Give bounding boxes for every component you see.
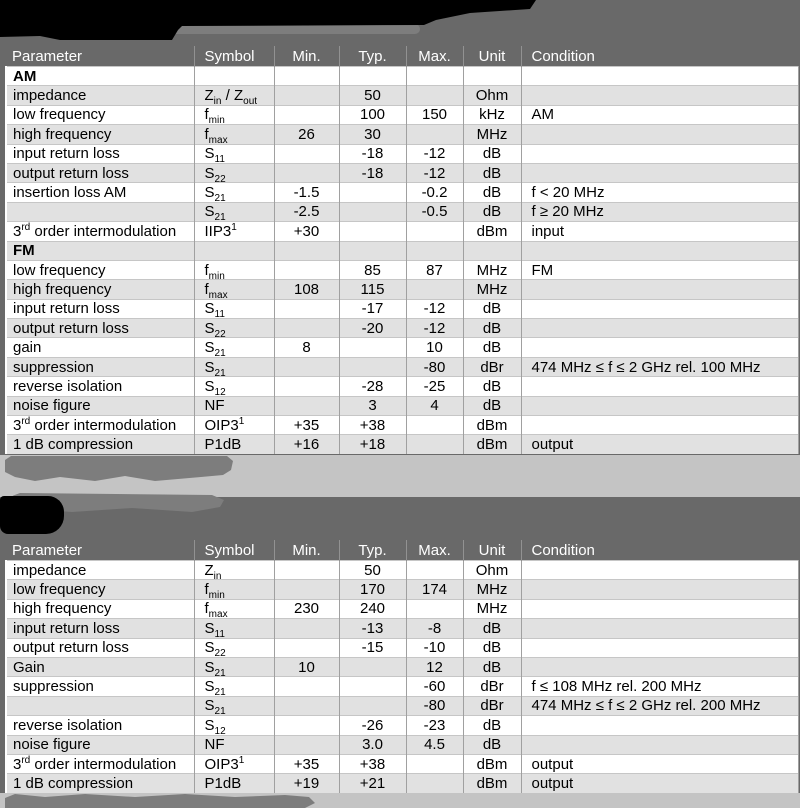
cell-parameter: insertion loss AM — [6, 183, 194, 202]
cell-symbol: $f_{min}$ — [194, 580, 274, 599]
column-header-condition: Condition — [521, 540, 798, 561]
column-header-max: Max. — [406, 46, 463, 67]
cell-unit: dBr — [463, 357, 521, 376]
table-row — [6, 599, 798, 618]
cell-symbol: $S_{12}$ — [194, 716, 274, 735]
cell-typ: -13 — [339, 619, 406, 638]
cell-min — [274, 105, 339, 124]
cell-parameter: low frequency — [6, 260, 194, 279]
cell-symbol: $f_{max}$ — [194, 280, 274, 299]
table-row — [6, 299, 798, 318]
cell-unit — [463, 67, 521, 86]
cell-unit: dB — [463, 638, 521, 657]
cell-parameter: high frequency — [6, 125, 194, 144]
cell-max: -12 — [406, 144, 463, 163]
cell-unit: dB — [463, 377, 521, 396]
cell-condition: 474 MHz ≤ f ≤ 2 GHz rel. 100 MHz — [521, 357, 798, 376]
cell-symbol: $S_{22}$ — [194, 163, 274, 182]
table-row — [6, 396, 798, 415]
cell-max — [406, 561, 463, 580]
cell-max: 10 — [406, 338, 463, 357]
cell-typ: -26 — [339, 716, 406, 735]
cell-min: 8 — [274, 338, 339, 357]
cell-symbol: $Z_{in}$ — [194, 561, 274, 580]
cell-min — [274, 163, 339, 182]
cell-min — [274, 561, 339, 580]
cell-unit: MHz — [463, 599, 521, 618]
cell-min: +35 — [274, 754, 339, 773]
cell-parameter: low frequency — [6, 105, 194, 124]
cell-parameter: impedance — [6, 561, 194, 580]
table-row — [6, 241, 798, 260]
cell-parameter: AM — [6, 67, 194, 86]
cell-parameter: 1 dB compression — [6, 774, 194, 793]
cell-unit: dBm — [463, 774, 521, 793]
cell-unit: dB — [463, 657, 521, 676]
cell-typ — [339, 696, 406, 715]
cell-unit: dB — [463, 396, 521, 415]
table-header-row — [6, 46, 798, 67]
cell-condition: output — [521, 774, 798, 793]
table-row — [6, 677, 798, 696]
cell-max — [406, 222, 463, 241]
table-row — [6, 105, 798, 124]
cell-symbol: P1dB — [194, 774, 274, 793]
cell-symbol: NF — [194, 735, 274, 754]
cell-min — [274, 241, 339, 260]
cell-max — [406, 774, 463, 793]
cell-symbol: $S_{21}$ — [194, 677, 274, 696]
cell-unit — [463, 241, 521, 260]
cell-condition — [521, 86, 798, 105]
table-row — [6, 435, 798, 454]
cell-parameter: 3rd order intermodulation — [6, 754, 194, 773]
cell-typ: +38 — [339, 754, 406, 773]
cell-symbol: $S_{12}$ — [194, 377, 274, 396]
column-header-unit: Unit — [463, 46, 521, 67]
cell-typ — [339, 67, 406, 86]
cell-max: -25 — [406, 377, 463, 396]
table-row — [6, 202, 798, 221]
cell-symbol: $S_{11}$ — [194, 299, 274, 318]
cell-typ: 50 — [339, 561, 406, 580]
cell-min — [274, 396, 339, 415]
cell-min — [274, 299, 339, 318]
column-header-min: Min. — [274, 46, 339, 67]
cell-symbol — [194, 67, 274, 86]
cell-parameter — [6, 202, 194, 221]
cell-condition — [521, 67, 798, 86]
cell-min — [274, 319, 339, 338]
cell-typ: -28 — [339, 377, 406, 396]
spec-table-band2 — [5, 540, 799, 793]
cell-symbol: $S_{22}$ — [194, 319, 274, 338]
cell-typ: 240 — [339, 599, 406, 618]
cell-condition — [521, 299, 798, 318]
table-row — [6, 222, 798, 241]
cell-max: -0.5 — [406, 202, 463, 221]
cell-unit: dBr — [463, 677, 521, 696]
cell-symbol: $S_{21}$ — [194, 657, 274, 676]
cell-parameter: gain — [6, 338, 194, 357]
cell-unit: dBr — [463, 696, 521, 715]
cell-symbol: $OIP3^1$ — [194, 416, 274, 435]
cell-parameter: impedance — [6, 86, 194, 105]
cell-symbol: $S_{21}$ — [194, 357, 274, 376]
cell-condition: output — [521, 435, 798, 454]
cell-max — [406, 241, 463, 260]
cell-max — [406, 435, 463, 454]
table-row — [6, 125, 798, 144]
column-header-parameter: Parameter — [12, 47, 83, 65]
cell-unit: dBm — [463, 416, 521, 435]
cell-condition — [521, 580, 798, 599]
cell-parameter: 3rd order intermodulation — [6, 416, 194, 435]
cell-parameter: reverse isolation — [6, 716, 194, 735]
cell-min — [274, 677, 339, 696]
cell-symbol: P1dB — [194, 435, 274, 454]
cell-symbol: $S_{21}$ — [194, 183, 274, 202]
cell-unit: dB — [463, 163, 521, 182]
cell-unit: MHz — [463, 260, 521, 279]
cell-min — [274, 619, 339, 638]
cell-max — [406, 86, 463, 105]
cell-condition — [521, 125, 798, 144]
cell-symbol: $S_{11}$ — [194, 619, 274, 638]
cell-parameter: output return loss — [6, 638, 194, 657]
cell-max: 87 — [406, 260, 463, 279]
cell-typ: -18 — [339, 163, 406, 182]
cell-max: -80 — [406, 696, 463, 715]
cell-condition — [521, 241, 798, 260]
cell-min: -2.5 — [274, 202, 339, 221]
table-row — [6, 716, 798, 735]
cell-min: +35 — [274, 416, 339, 435]
cell-condition: f ≥ 20 MHz — [521, 202, 798, 221]
cell-typ: 3 — [339, 396, 406, 415]
cell-unit: dBm — [463, 754, 521, 773]
cell-unit: dB — [463, 183, 521, 202]
table-row — [6, 638, 798, 657]
cell-symbol: $S_{21}$ — [194, 696, 274, 715]
cell-parameter: reverse isolation — [6, 377, 194, 396]
column-header-symbol: Symbol — [194, 540, 274, 561]
cell-typ: +21 — [339, 774, 406, 793]
cell-parameter: noise figure — [6, 735, 194, 754]
cell-parameter: high frequency — [6, 280, 194, 299]
cell-unit: dB — [463, 299, 521, 318]
cell-min — [274, 377, 339, 396]
cell-parameter: output return loss — [6, 163, 194, 182]
cell-symbol: $S_{21}$ — [194, 338, 274, 357]
cell-min: -1.5 — [274, 183, 339, 202]
cell-typ: -18 — [339, 144, 406, 163]
cell-min: +16 — [274, 435, 339, 454]
cell-condition — [521, 638, 798, 657]
cell-condition — [521, 599, 798, 618]
cell-symbol — [194, 241, 274, 260]
table-row — [6, 377, 798, 396]
redacted-section-number-block — [0, 496, 64, 534]
cell-condition — [521, 657, 798, 676]
redacted-title-block — [0, 0, 536, 40]
cell-typ — [339, 357, 406, 376]
cell-condition: output — [521, 754, 798, 773]
table-row — [6, 580, 798, 599]
spec-table-am-fm — [5, 46, 799, 454]
cell-max: -12 — [406, 163, 463, 182]
cell-max — [406, 754, 463, 773]
cell-unit: Ohm — [463, 86, 521, 105]
table-row — [6, 280, 798, 299]
cell-min — [274, 86, 339, 105]
table-row — [6, 735, 798, 754]
column-header-min: Min. — [274, 540, 339, 561]
cell-parameter: low frequency — [6, 580, 194, 599]
cell-parameter: suppression — [6, 677, 194, 696]
cell-max — [406, 67, 463, 86]
table-row — [6, 774, 798, 793]
cell-condition — [521, 280, 798, 299]
cell-min — [274, 716, 339, 735]
cell-condition: f ≤ 108 MHz rel. 200 MHz — [521, 677, 798, 696]
column-header-typ: Typ. — [339, 46, 406, 67]
cell-typ: +18 — [339, 435, 406, 454]
column-header-parameter: Parameter — [12, 541, 83, 559]
cell-min — [274, 357, 339, 376]
cell-typ — [339, 241, 406, 260]
cell-min — [274, 735, 339, 754]
cell-symbol: $S_{11}$ — [194, 144, 274, 163]
cell-max: -0.2 — [406, 183, 463, 202]
cell-unit: Ohm — [463, 561, 521, 580]
cell-max: -23 — [406, 716, 463, 735]
cell-condition — [521, 396, 798, 415]
cell-max: -10 — [406, 638, 463, 657]
cell-parameter: input return loss — [6, 299, 194, 318]
cell-min — [274, 144, 339, 163]
cell-condition — [521, 377, 798, 396]
cell-typ: 100 — [339, 105, 406, 124]
cell-min — [274, 580, 339, 599]
cell-condition — [521, 716, 798, 735]
cell-condition — [521, 144, 798, 163]
cell-symbol: $f_{min}$ — [194, 260, 274, 279]
cell-max: 4.5 — [406, 735, 463, 754]
cell-condition — [521, 619, 798, 638]
cell-unit: kHz — [463, 105, 521, 124]
cell-parameter: 3rd order intermodulation — [6, 222, 194, 241]
cell-max: 4 — [406, 396, 463, 415]
cell-max: -12 — [406, 299, 463, 318]
table-row — [6, 86, 798, 105]
table-row — [6, 319, 798, 338]
table-row — [6, 183, 798, 202]
cell-max: -12 — [406, 319, 463, 338]
table-row — [6, 416, 798, 435]
cell-unit: dB — [463, 619, 521, 638]
cell-min — [274, 696, 339, 715]
cell-symbol: $Z_{in} / Z_{out}$ — [194, 86, 274, 105]
cell-condition — [521, 319, 798, 338]
cell-typ: 170 — [339, 580, 406, 599]
cell-symbol: $S_{21}$ — [194, 202, 274, 221]
cell-parameter: suppression — [6, 357, 194, 376]
cell-parameter: output return loss — [6, 319, 194, 338]
cell-parameter: high frequency — [6, 599, 194, 618]
cell-parameter: input return loss — [6, 619, 194, 638]
cell-parameter — [6, 696, 194, 715]
column-header-unit: Unit — [463, 540, 521, 561]
column-header-condition: Condition — [521, 46, 798, 67]
cell-min: 230 — [274, 599, 339, 618]
cell-symbol: $f_{max}$ — [194, 125, 274, 144]
table-row — [6, 619, 798, 638]
cell-typ: +38 — [339, 416, 406, 435]
cell-typ — [339, 222, 406, 241]
table-row — [6, 144, 798, 163]
cell-unit: dB — [463, 735, 521, 754]
cell-unit: dB — [463, 202, 521, 221]
cell-unit: MHz — [463, 125, 521, 144]
cell-condition: 474 MHz ≤ f ≤ 2 GHz rel. 200 MHz — [521, 696, 798, 715]
table-row — [6, 338, 798, 357]
table-row — [6, 357, 798, 376]
cell-typ — [339, 677, 406, 696]
table-row — [6, 67, 798, 86]
cell-symbol: $S_{22}$ — [194, 638, 274, 657]
cell-max: 12 — [406, 657, 463, 676]
cell-parameter: Gain — [6, 657, 194, 676]
cell-unit: dBm — [463, 435, 521, 454]
cell-typ — [339, 183, 406, 202]
cell-condition — [521, 163, 798, 182]
cell-min: +19 — [274, 774, 339, 793]
cell-unit: dBm — [463, 222, 521, 241]
column-header-max: Max. — [406, 540, 463, 561]
cell-parameter: 1 dB compression — [6, 435, 194, 454]
cell-unit: dB — [463, 144, 521, 163]
cell-condition — [521, 735, 798, 754]
cell-min — [274, 638, 339, 657]
cell-unit: MHz — [463, 580, 521, 599]
cell-max: -60 — [406, 677, 463, 696]
column-header-typ: Typ. — [339, 540, 406, 561]
cell-max — [406, 416, 463, 435]
column-header-symbol: Symbol — [194, 46, 274, 67]
cell-min — [274, 67, 339, 86]
cell-typ — [339, 338, 406, 357]
cell-condition: f < 20 MHz — [521, 183, 798, 202]
table-row — [6, 754, 798, 773]
cell-typ: 115 — [339, 280, 406, 299]
cell-min — [274, 260, 339, 279]
cell-max — [406, 599, 463, 618]
table-row — [6, 163, 798, 182]
cell-max — [406, 280, 463, 299]
table-row — [6, 561, 798, 580]
cell-condition — [521, 416, 798, 435]
cell-condition — [521, 561, 798, 580]
cell-symbol: $IIP3^1$ — [194, 222, 274, 241]
cell-min: +30 — [274, 222, 339, 241]
cell-max: -8 — [406, 619, 463, 638]
cell-unit: dB — [463, 319, 521, 338]
cell-max: -80 — [406, 357, 463, 376]
cell-unit: dB — [463, 716, 521, 735]
cell-typ: 85 — [339, 260, 406, 279]
cell-max — [406, 125, 463, 144]
cell-max: 150 — [406, 105, 463, 124]
cell-typ — [339, 657, 406, 676]
cell-parameter: noise figure — [6, 396, 194, 415]
cell-typ: -15 — [339, 638, 406, 657]
table-header-row — [6, 540, 798, 561]
cell-min: 26 — [274, 125, 339, 144]
cell-min: 108 — [274, 280, 339, 299]
cell-symbol: $f_{max}$ — [194, 599, 274, 618]
cell-max: 174 — [406, 580, 463, 599]
cell-unit: MHz — [463, 280, 521, 299]
cell-symbol: NF — [194, 396, 274, 415]
cell-condition — [521, 338, 798, 357]
cell-parameter: FM — [6, 241, 194, 260]
cell-typ: 30 — [339, 125, 406, 144]
cell-symbol: $f_{min}$ — [194, 105, 274, 124]
cell-symbol: $OIP3^1$ — [194, 754, 274, 773]
cell-condition: FM — [521, 260, 798, 279]
cell-typ — [339, 202, 406, 221]
cell-typ: 3.0 — [339, 735, 406, 754]
cell-condition: AM — [521, 105, 798, 124]
table-row — [6, 657, 798, 676]
cell-min: 10 — [274, 657, 339, 676]
cell-unit: dB — [463, 338, 521, 357]
table-row — [6, 260, 798, 279]
cell-parameter: input return loss — [6, 144, 194, 163]
cell-typ: -20 — [339, 319, 406, 338]
cell-typ: 50 — [339, 86, 406, 105]
cell-condition: input — [521, 222, 798, 241]
cell-typ: -17 — [339, 299, 406, 318]
table-row — [6, 696, 798, 715]
